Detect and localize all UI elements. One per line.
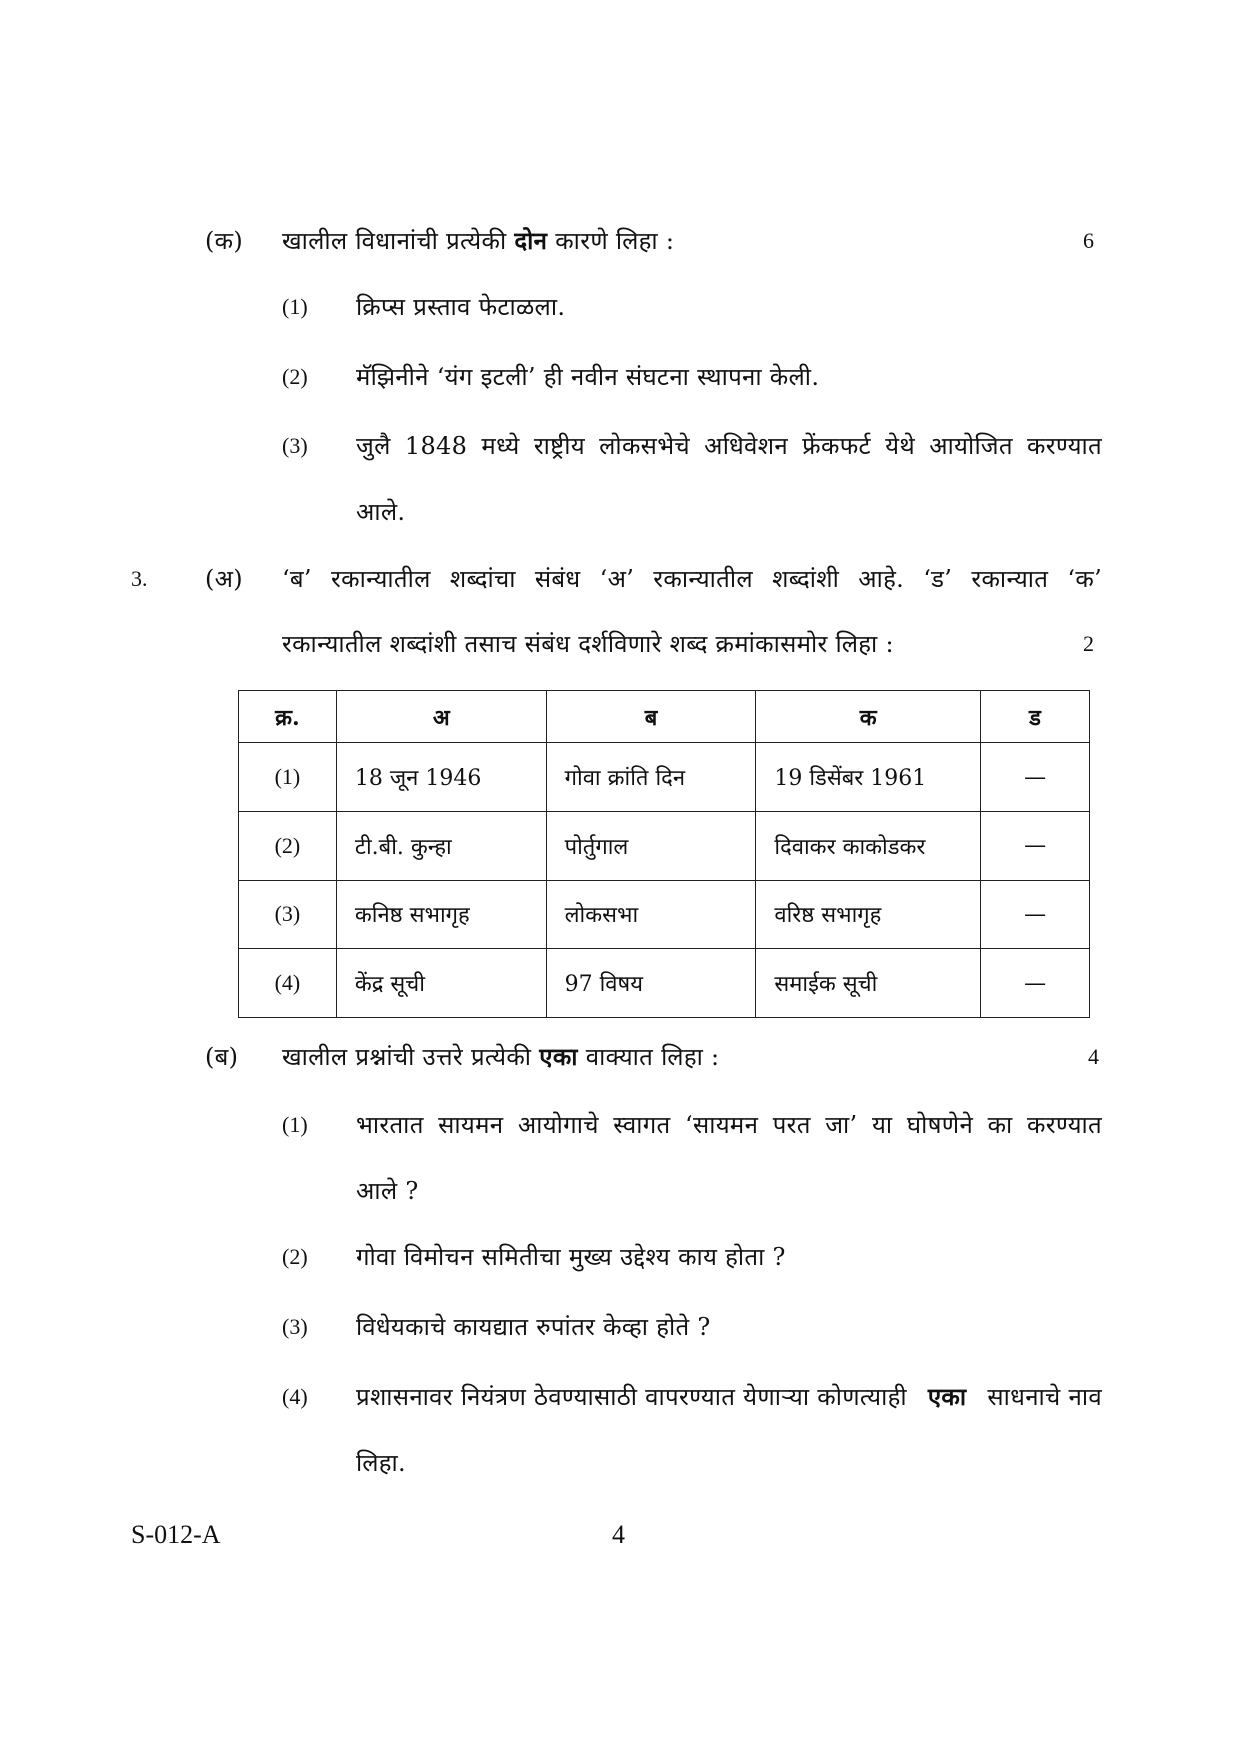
section-k-label: (क) xyxy=(205,227,244,255)
instruction-text-end: कारणे लिहा : xyxy=(555,227,675,255)
item-text-continued: आले ? xyxy=(356,1177,419,1205)
table-cell: (4) xyxy=(239,949,337,1018)
item-text: भारतात सायमन आयोगाचे स्वागत ‘सायमन परत जा’ या घोषणेने का करण्यात xyxy=(356,1111,1102,1139)
page-number: 4 xyxy=(612,1520,625,1549)
item-number: (1) xyxy=(282,294,308,319)
header-number: क्र. xyxy=(239,691,337,743)
table-cell: (2) xyxy=(239,811,337,880)
table-cell: समाईक सूची xyxy=(756,949,981,1018)
part-b-marks: 4 xyxy=(1088,1044,1099,1069)
table-cell: दिवाकर काकोडकर xyxy=(756,811,981,880)
item-number: (3) xyxy=(282,433,308,458)
question-number: 3. xyxy=(131,566,148,591)
item-number: (2) xyxy=(282,1244,308,1269)
table-cell: गोवा क्रांति दिन xyxy=(546,743,756,812)
table-cell-blank: — xyxy=(981,743,1090,812)
table-row xyxy=(239,949,1090,1018)
part-b-label: (ब) xyxy=(205,1043,239,1071)
item-number: (4) xyxy=(282,1384,308,1409)
item-text: विधेयकाचे कायद्यात रुपांतर केव्हा होते ? xyxy=(356,1313,711,1341)
item-text-continued: आले. xyxy=(356,498,406,526)
part-a-marks: 2 xyxy=(1083,631,1094,656)
table-cell-blank: — xyxy=(981,811,1090,880)
header-column-b: ब xyxy=(546,691,756,743)
header-column-a: अ xyxy=(336,691,546,743)
header-column-d: ड xyxy=(981,691,1090,743)
table-row xyxy=(239,743,1090,812)
item-text-end: साधनाचे नाव xyxy=(987,1383,1102,1411)
item-text-start: प्रशासनावर नियंत्रण ठेवण्यासाठी वापरण्यात येणाऱ्या कोणत्याही xyxy=(356,1383,907,1411)
instruction-bold: एका xyxy=(539,1042,578,1071)
instruction-bold: दोन xyxy=(514,226,548,255)
item-number: (2) xyxy=(282,364,308,389)
instruction-text: खालील प्रश्नांची उत्तरे प्रत्येकी xyxy=(282,1043,532,1071)
section-k-marks: 6 xyxy=(1083,228,1094,253)
table-cell: वरिष्ठ सभागृह xyxy=(756,880,981,949)
item-text: मॅझिनीने ‘यंग इटली’ ही नवीन संघटना स्थापना केली. xyxy=(356,363,820,391)
part-b-instruction xyxy=(282,1040,719,1073)
table-cell-blank: — xyxy=(981,880,1090,949)
table-cell: पोर्तुगाल xyxy=(546,811,756,880)
section-k-instruction xyxy=(282,224,674,257)
part-a-label: (अ) xyxy=(205,565,243,593)
table-cell: केंद्र सूची xyxy=(336,949,546,1018)
part-a-instruction-line1: ‘ब’ रकान्यातील शब्दांचा संबंध ‘अ’ रकान्यातील शब्दांशी आहे. ‘ड’ रकान्यात ‘क’ xyxy=(282,565,1102,593)
item-number: (1) xyxy=(282,1112,308,1137)
paper-code: S-012-A xyxy=(131,1520,221,1549)
table-cell: 19 डिसेंबर 1961 xyxy=(756,743,981,812)
instruction-text-end: वाक्यात लिहा : xyxy=(585,1043,720,1071)
part-a-instruction-line2: रकान्यातील शब्दांशी तसाच संबंध दर्शविणारे शब्द क्रमांकासमोर लिहा : xyxy=(282,630,894,658)
header-column-k: क xyxy=(756,691,981,743)
instruction-text: खालील विधानांची प्रत्येकी xyxy=(282,227,507,255)
item-text xyxy=(356,1380,1102,1413)
table-cell: टी.बी. कुन्हा xyxy=(336,811,546,880)
table-cell-blank: — xyxy=(981,949,1090,1018)
item-text: जुलै 1848 मध्ये राष्ट्रीय लोकसभेचे अधिवेशन फ्रेंकफर्ट येथे आयोजित करण्यात xyxy=(356,432,1102,460)
table-cell: (1) xyxy=(239,743,337,812)
item-text-continued: लिहा. xyxy=(356,1449,406,1477)
table-cell: लोकसभा xyxy=(546,880,756,949)
table-header-row xyxy=(239,691,1090,743)
matching-table xyxy=(238,690,1090,1018)
item-number: (3) xyxy=(282,1314,308,1339)
table-row xyxy=(239,880,1090,949)
item-text: क्रिप्स प्रस्ताव फेटाळला. xyxy=(356,293,566,321)
table-cell: कनिष्ठ सभागृह xyxy=(336,880,546,949)
table-row xyxy=(239,811,1090,880)
table-cell: (3) xyxy=(239,880,337,949)
table-cell: 97 विषय xyxy=(546,949,756,1018)
item-text-bold: एका xyxy=(927,1382,967,1411)
item-text: गोवा विमोचन समितीचा मुख्य उद्देश्य काय होता ? xyxy=(356,1243,786,1271)
table-cell: 18 जून 1946 xyxy=(336,743,546,812)
